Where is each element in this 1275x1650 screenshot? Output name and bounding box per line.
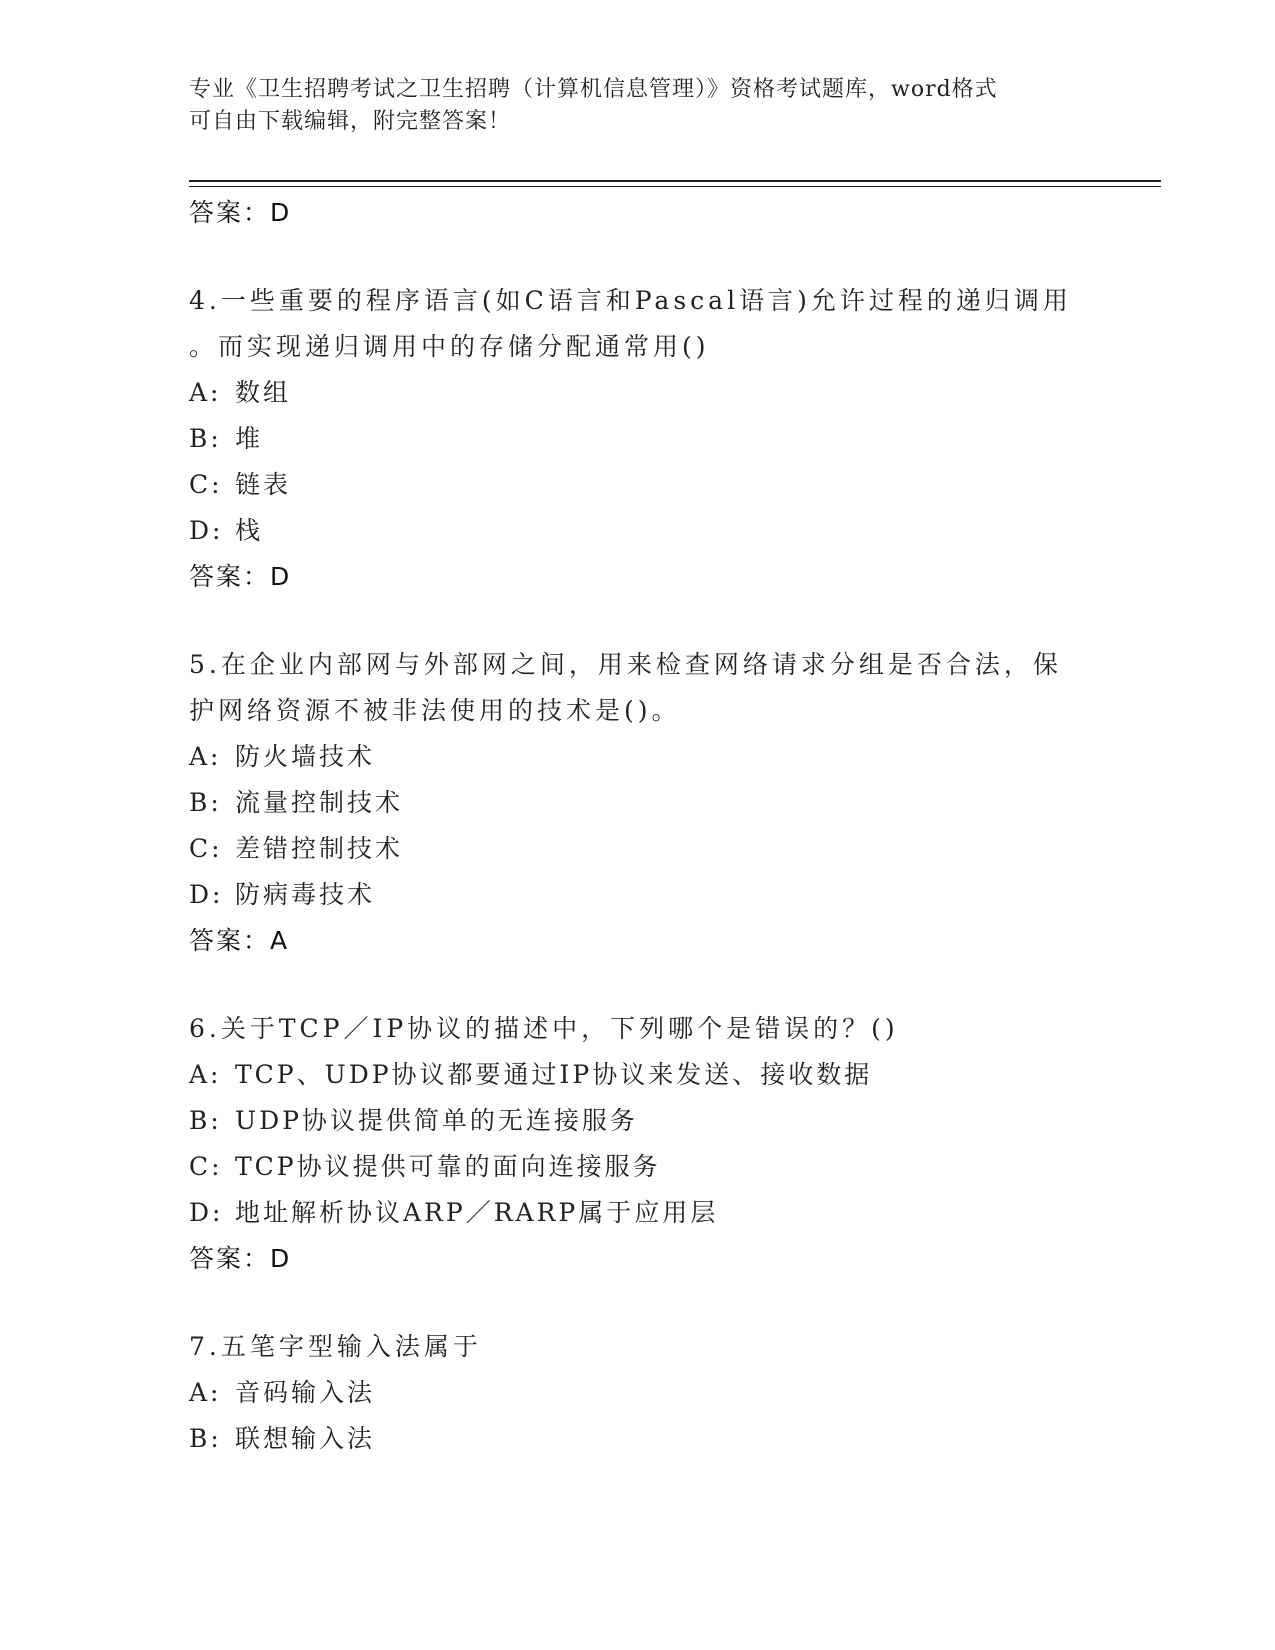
option-text: UDP协议提供简单的无连接服务 xyxy=(235,1106,638,1135)
option-letter: B: xyxy=(189,1424,222,1453)
option-a xyxy=(189,370,1089,416)
option-text: 音码输入法 xyxy=(235,1378,376,1407)
option-text: 堆 xyxy=(235,424,264,453)
option-letter: C: xyxy=(189,470,223,499)
answer-label: 答案：D xyxy=(189,1244,292,1273)
question-text xyxy=(189,1006,1089,1052)
question-text-line: 6.关于TCP／IP协议的描述中，下列哪个是错误的？() xyxy=(189,1014,899,1043)
option-b xyxy=(189,780,1089,826)
option-letter: C: xyxy=(189,834,223,863)
header-line-2: 可自由下载编辑，附完整答案！ xyxy=(189,109,512,134)
option-text: TCP协议提供可靠的面向连接服务 xyxy=(235,1152,661,1181)
option-letter: B: xyxy=(189,1106,222,1135)
question-text xyxy=(189,642,1089,734)
option-letter: A: xyxy=(189,742,222,771)
answer-label: 答案：D xyxy=(189,198,292,227)
option-letter: D: xyxy=(189,880,224,909)
option-letter: B: xyxy=(189,424,222,453)
option-a xyxy=(189,734,1089,780)
question-text xyxy=(189,278,1089,370)
option-letter: A: xyxy=(189,1060,222,1089)
option-text: 链表 xyxy=(235,470,292,499)
option-a xyxy=(189,1370,1089,1416)
option-text: 地址解析协议ARP／RARP属于应用层 xyxy=(235,1198,719,1227)
option-letter: A: xyxy=(189,378,222,407)
option-letter: B: xyxy=(189,788,222,817)
option-letter: A: xyxy=(189,1378,222,1407)
option-text: 栈 xyxy=(235,516,264,545)
question-item xyxy=(189,1324,1089,1462)
option-d xyxy=(189,508,1089,554)
question-text-line: 。而实现递归调用中的存储分配通常用() xyxy=(189,332,710,361)
question-item xyxy=(189,1006,1089,1282)
option-d xyxy=(189,1190,1089,1236)
option-b xyxy=(189,1098,1089,1144)
option-a xyxy=(189,1052,1089,1098)
question-item xyxy=(189,278,1089,600)
answer-label: 答案：D xyxy=(189,562,292,591)
option-text: TCP、UDP协议都要通过IP协议来发送、接收数据 xyxy=(235,1060,873,1089)
option-text: 防病毒技术 xyxy=(235,880,376,909)
option-b xyxy=(189,1416,1089,1462)
option-d xyxy=(189,872,1089,918)
option-b xyxy=(189,416,1089,462)
header-divider-thick xyxy=(189,180,1161,182)
answer-label: 答案：A xyxy=(189,926,290,955)
option-letter: C: xyxy=(189,1152,223,1181)
option-text: 差错控制技术 xyxy=(235,834,404,863)
option-letter: D: xyxy=(189,516,224,545)
question-text-line: 4.一些重要的程序语言(如C语言和Pascal语言)允许过程的递归调用 xyxy=(189,286,1072,315)
header-line-1: 专业《卫生招聘考试之卫生招聘（计算机信息管理）》资格考试题库，word格式 xyxy=(189,77,998,102)
question-list xyxy=(189,190,1089,1462)
option-text: 数组 xyxy=(235,378,292,407)
question-item xyxy=(189,642,1089,964)
question-text-line: 护网络资源不被非法使用的技术是()。 xyxy=(189,696,681,725)
header-divider-thin xyxy=(189,186,1161,187)
option-c xyxy=(189,1144,1089,1190)
option-text: 联想输入法 xyxy=(235,1424,376,1453)
option-text: 流量控制技术 xyxy=(235,788,404,817)
question-text-line: 5.在企业内部网与外部网之间，用来检查网络请求分组是否合法，保 xyxy=(189,650,1062,679)
document-header xyxy=(189,74,1069,138)
question-text-line: 7.五笔字型输入法属于 xyxy=(189,1332,482,1361)
option-text: 防火墙技术 xyxy=(235,742,376,771)
option-c xyxy=(189,826,1089,872)
option-c xyxy=(189,462,1089,508)
question-text xyxy=(189,1324,1089,1370)
option-letter: D: xyxy=(189,1198,224,1227)
